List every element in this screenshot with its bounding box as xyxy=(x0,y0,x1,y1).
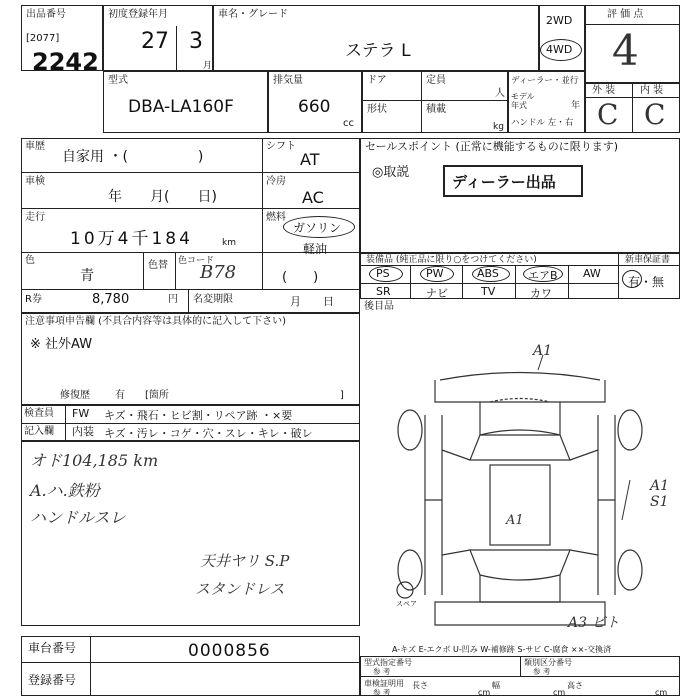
type-spec-label: 型式指定番号 xyxy=(364,658,412,667)
spare-label: スペア xyxy=(396,600,417,608)
door-label: ドア xyxy=(367,75,387,86)
type-value: DBA-LA160F xyxy=(128,97,234,117)
diagram-mark-3: A1 xyxy=(506,513,524,528)
handwritten-line-2: A.ハ.鉄粉 xyxy=(30,481,100,500)
mileage-value: 10万4千184 xyxy=(70,229,193,249)
type-label: 型式 xyxy=(108,75,128,86)
reg-label: 登録番号 xyxy=(28,673,77,687)
mileage-label: 走行 xyxy=(25,212,45,223)
sketch-note-1: 天井ヤリ S.P xyxy=(200,552,290,570)
kg-unit: kg xyxy=(493,122,504,132)
score-label: 評 価 点 xyxy=(607,9,644,20)
exterior-label: 外 装 xyxy=(592,85,616,96)
warranty-label: 新車保証書 xyxy=(625,255,671,265)
first-reg-month: 3 xyxy=(189,29,203,54)
ac-label: 冷房 xyxy=(266,176,286,187)
back-seat-label: 後目品 xyxy=(364,301,394,312)
equip-tv: TV xyxy=(481,285,496,298)
repair-value: 有 xyxy=(115,390,125,401)
equip-airbag: エアB xyxy=(528,269,558,282)
ac-value: AC xyxy=(302,188,324,207)
fw-label: FW xyxy=(72,407,90,420)
width-label: 幅 xyxy=(492,681,500,690)
ref-label-2: 参 考 xyxy=(533,667,551,676)
shift-label: シフト xyxy=(266,141,296,152)
fuel-light: 軽油 xyxy=(303,242,328,256)
dealer-label: ディーラー・並行 xyxy=(511,76,579,86)
color-no-label: 色替 xyxy=(148,260,168,271)
ref-label-3: 参 考 xyxy=(373,688,391,697)
fuel-paren: ( ) xyxy=(282,270,319,285)
fuel-gas: ガソリン xyxy=(293,221,342,235)
legend: A-キズ E-エクボ U-凹み W-補修跡 S-サビ C-腐食 ××-交換済 xyxy=(392,645,612,654)
recycle-label: R券 xyxy=(25,294,42,305)
equip-ps: PS xyxy=(376,267,390,280)
equip-leather: カワ xyxy=(530,287,552,300)
car-diagram xyxy=(360,340,680,660)
inspector-label: 検査員 xyxy=(24,408,54,419)
notes-label: 注意事項申告欄 (不具合内容等は具体的に記入して下さい) xyxy=(25,316,286,327)
score-value: 4 xyxy=(612,26,639,75)
entry-label: 記入欄 xyxy=(24,426,54,437)
warranty-value: 有・無 xyxy=(628,275,665,289)
height-label: 高さ xyxy=(567,681,583,690)
width-unit: cm xyxy=(553,688,566,697)
person-unit: 人 xyxy=(495,88,505,99)
first-reg-label: 初度登録年月 xyxy=(108,9,168,20)
interior-score: C xyxy=(644,98,666,131)
displacement-unit: cc xyxy=(343,118,354,129)
height-unit: cm xyxy=(655,688,668,697)
sales-point-manual: ◎取説 xyxy=(372,165,410,180)
equip-pw: PW xyxy=(426,267,444,280)
equip-navi: ナビ xyxy=(426,287,448,300)
location-label: [箇所 xyxy=(145,390,169,401)
equip-sr: SR xyxy=(376,285,391,298)
inspection-value: 年 月( 日) xyxy=(108,189,217,205)
model-year-label: モデル 年式 xyxy=(511,92,535,110)
color-label: 色 xyxy=(25,255,35,266)
sales-point-label: セールスポイント (正常に機能するものに限ります) xyxy=(365,140,619,153)
diagram-mark-1: A1 xyxy=(533,343,553,359)
km-unit: km xyxy=(222,238,236,248)
yen-unit: 円 xyxy=(168,294,178,305)
drive-2wd: 2WD xyxy=(546,14,573,27)
equip-abs: ABS xyxy=(477,267,499,280)
diagram-mark-2: A1 S1 xyxy=(650,478,670,510)
displacement-label: 排気量 xyxy=(273,75,303,86)
first-reg-year: 27 xyxy=(141,29,169,54)
interior-label: 内 装 xyxy=(640,85,664,96)
color-code-label: 色コード xyxy=(178,256,215,266)
notes-note1: ※ 社外AW xyxy=(30,337,93,352)
location-close: ] xyxy=(340,390,344,401)
chassis-value: 0000856 xyxy=(188,641,271,661)
lot-code: [2077] xyxy=(26,33,60,44)
lot-number: 2242 xyxy=(32,48,99,76)
lot-label: 出品番号 xyxy=(26,9,66,20)
drive-4wd: 4WD xyxy=(546,43,573,56)
inspection-label: 車検 xyxy=(25,176,45,187)
color-code-value: B78 xyxy=(200,262,237,283)
shift-value: AT xyxy=(300,150,320,169)
history-value: 自家用 ・( ) xyxy=(62,149,204,165)
diagram-mark-4: A3 ビト xyxy=(568,615,620,631)
repair-label: 修復歴 xyxy=(60,390,90,401)
month-unit: 月 xyxy=(203,61,213,71)
displacement-value: 660 xyxy=(298,97,331,117)
ref-label-1: 参 考 xyxy=(373,667,391,676)
shape-label: 形状 xyxy=(367,104,387,115)
capacity-label: 定員 xyxy=(426,75,446,86)
plate-label: 車検証明用 xyxy=(364,679,404,688)
name-change-label: 名変期限 xyxy=(193,294,233,305)
chassis-label: 車台番号 xyxy=(28,641,77,655)
equip-aw: AW xyxy=(583,267,601,280)
color-value: 青 xyxy=(80,268,94,284)
model-name: ステラ L xyxy=(345,41,411,61)
handwritten-line-3: ハンドルスレ xyxy=(30,508,126,527)
history-label: 車歴 xyxy=(25,141,45,152)
dealer-stamp-text: ディーラー出品 xyxy=(452,173,556,191)
warranty-circle xyxy=(622,270,642,288)
equipment-label: 装備品 (純正品に限り○をつけてください) xyxy=(366,255,537,265)
exterior-score: C xyxy=(597,98,619,131)
year-unit: 年 xyxy=(571,101,581,111)
sketch-note-2: スタンドレス xyxy=(195,580,285,598)
load-label: 積載 xyxy=(426,104,446,115)
length-unit: cm xyxy=(478,688,491,697)
model-label: 車名・グレード xyxy=(218,9,288,20)
class-label: 類別区分番号 xyxy=(524,658,572,667)
int-label: 内装 xyxy=(72,425,94,438)
handwritten-line-1: オド104,185 km xyxy=(30,451,159,470)
fuel-label: 燃料 xyxy=(266,212,286,223)
name-change-value: 月 日 xyxy=(290,295,334,308)
length-label: 長さ xyxy=(412,681,428,690)
int-items: キズ・汚レ・コゲ・穴・スレ・キレ・破レ xyxy=(104,427,313,440)
handle-label: ハンドル 左・右 xyxy=(511,118,574,128)
fw-items: キズ・飛石・ヒビ割・リペア跡 ・×要 xyxy=(104,409,293,422)
recycle-value: 8,780 xyxy=(92,292,130,307)
